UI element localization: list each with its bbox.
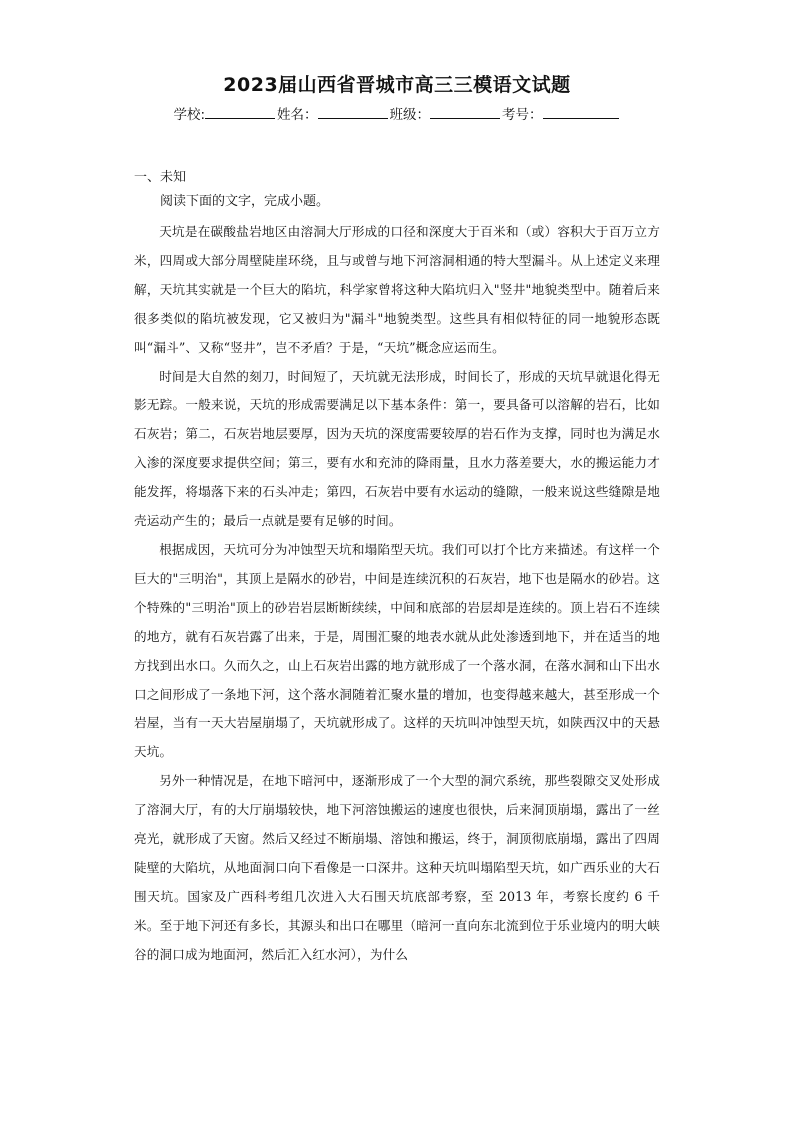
reading-instruction: 阅读下面的文字，完成小题。 xyxy=(160,194,330,209)
class-field xyxy=(390,103,503,123)
exam-title: 2023届山西省晋城市高三三模语文试题 xyxy=(223,74,571,96)
passage-paragraph: 天坑是在碳酸盐岩地区由溶洞大厅形成的口径和深度大于百米和（或）容积大于百万立方米，四周或大部分周壁陡崖环绕，且与或曾与地下河溶洞相通的特大型漏斗。从上述定义来理解，天坑其实就是一个巨大的陷坑，科学家曾将这种大陷坑归入"竖井"地貌类型中。随着后来很多类似的陷坑被发现，它又被归为"漏斗"地貌类型。这些具有相似特征的同一地貌形态既叫“漏斗”、又称“竖井”，岂不矛盾？于是，“天坑”概念应运而生。 xyxy=(134,224,660,355)
passage-paragraph: 根据成因，天坑可分为冲蚀型天坑和塌陷型天坑。我们可以打个比方来描述。有这样一个巨大的"三明治"，其顶上是隔水的砂岩，中间是连续沉积的石灰岩，地下也是隔水的砂岩。这个特殊的"三明治"顶上的砂岩岩层断断续续，中间和底部的岩层却是连续的。顶上岩石不连续的地方，就有石灰岩露了出来，于是，周围汇聚的地表水就从此处渗透到地下，并在适当的地方找到出水口。久而久之，山上石灰岩出露的地方就形成了一个落水洞，在落水洞和山下出水口之间形成了一条地下河，这个落水洞随着汇聚水量的增加，也变得越来越大，甚至形成一个岩屋，当有一天大岩屋崩塌了，天坑就形成了。这样的天坑叫冲蚀型天坑，如陕西汉中的天悬天坑。 xyxy=(134,541,660,760)
section-heading: 一、未知 xyxy=(134,170,187,185)
school-label: 学校: xyxy=(173,107,206,123)
class-label: 班级： xyxy=(389,107,431,123)
name-field xyxy=(277,103,390,123)
school-blank xyxy=(205,106,275,119)
number-field xyxy=(502,103,621,123)
passage-paragraph: 另外一种情况是，在地下暗河中，逐渐形成了一个大型的洞穴系统，那些裂隙交叉处形成了溶洞大厅，有的大厅崩塌较快，地下河溶蚀搬运的速度也很快，后来洞顶崩塌，露出了一丝亮光，就形成了天窗。然后又经过不断崩塌、溶蚀和搬运，终于，洞顶彻底崩塌，露出了四周陡壁的大陷坑，从地面洞口向下看像是一口深井。这种天坑叫塌陷型天坑，如广西乐业的大石围天坑。国家及广西科考组几次进入大石围天坑底部考察，至 2013 年，考察长度约 6 千米。至于地下河还有多长，其源头和出口在哪里（暗河一直向东北流到位于乐业境内的明大峡谷的洞口成为地面河，然后汇入红水河），为什么 xyxy=(134,773,660,962)
number-blank xyxy=(543,106,619,119)
school-field xyxy=(173,103,277,123)
name-label: 姓名： xyxy=(277,107,318,123)
passage-body xyxy=(134,218,660,970)
number-label: 考号： xyxy=(502,107,543,123)
student-info-line xyxy=(0,103,794,123)
class-blank xyxy=(430,106,500,119)
name-blank xyxy=(318,106,388,119)
passage-paragraph: 时间是大自然的刻刀，时间短了，天坑就无法形成，时间长了，形成的天坑早就退化得无影无踪。一般来说，天坑的形成需要满足以下基本条件：第一，要具备可以溶解的岩石，比如石灰岩；第二，石灰岩地层要厚，因为天坑的深度需要较厚的岩石作为支撑，同时也为满足水入渗的深度要求提供空间；第三，要有水和充沛的降雨量，且水力落差要大，水的搬运能力才能发挥，将塌落下来的石头冲走；第四，石灰岩中要有水运动的缝隙，一般来说这些缝隙是地壳运动产生的；最后一点就是要有足够的时间。 xyxy=(134,368,660,529)
